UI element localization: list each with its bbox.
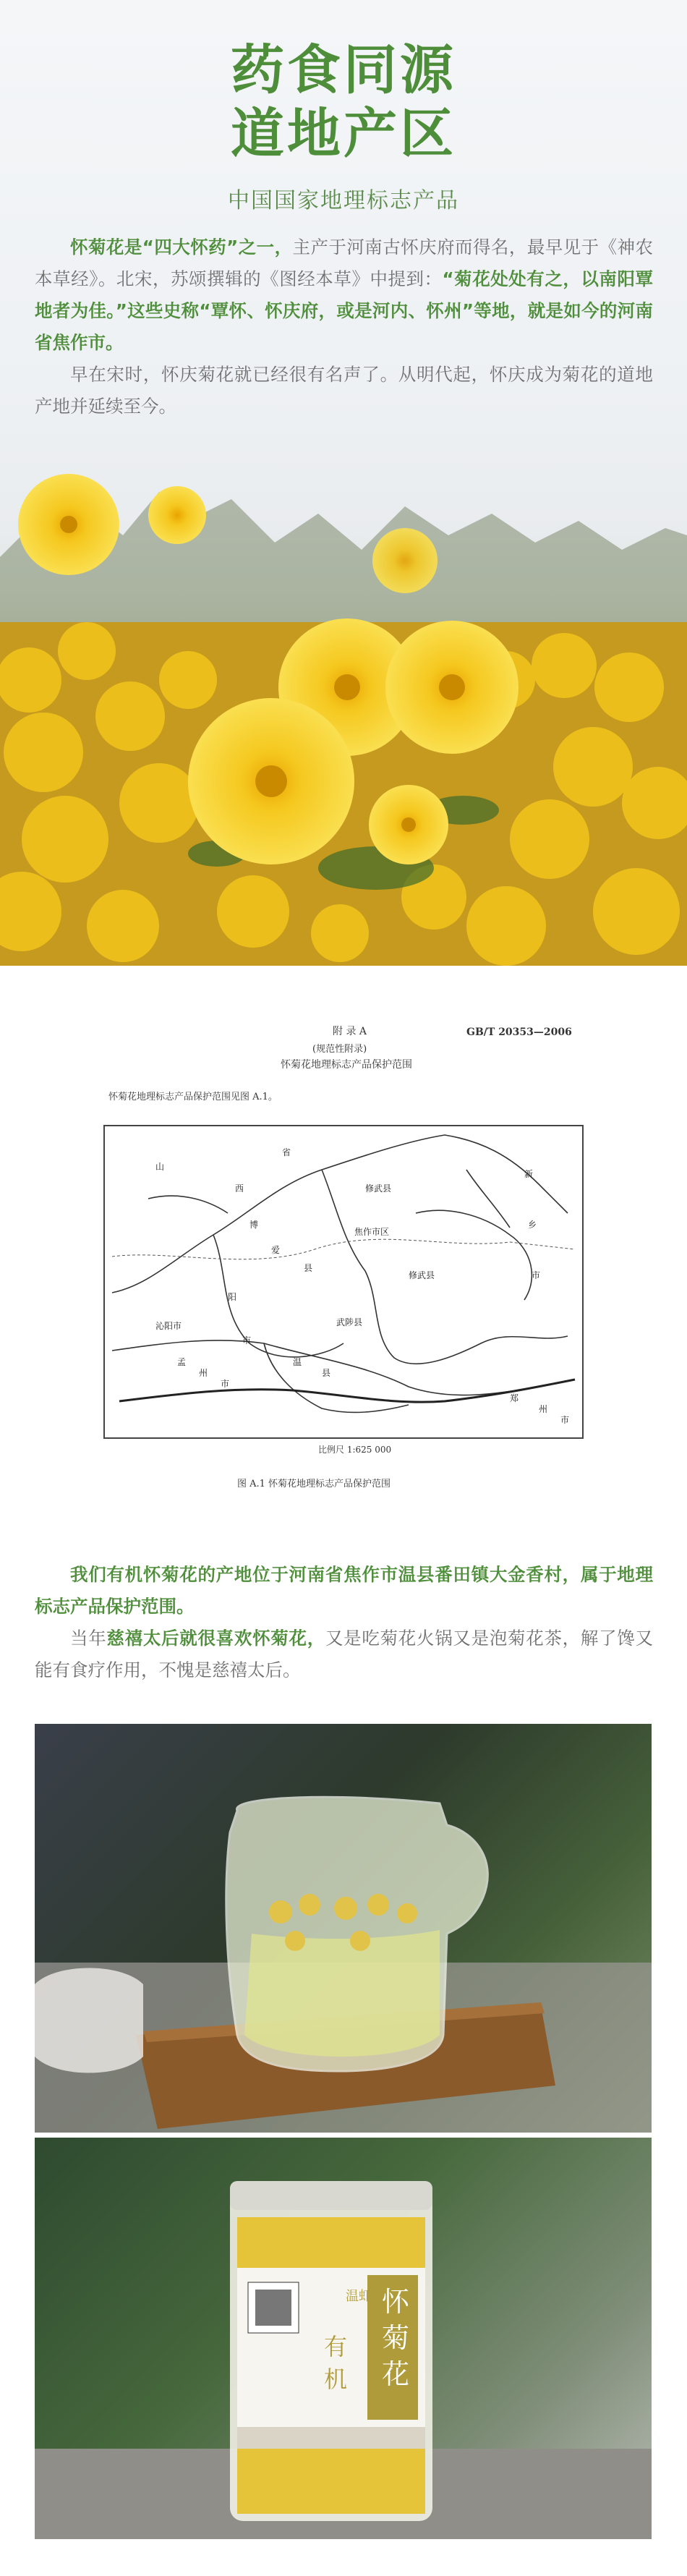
- body2-p1-seg-0: 我们有机怀菊花的产地位于河南省焦作市温县番田镇大金香村，属于地理标志产品保护范围。: [35, 1564, 653, 1617]
- chrysanthemum-jar-photo: [35, 2138, 652, 2539]
- map-label: 焦作市区: [354, 1227, 390, 1237]
- tea-jug-illustration: [35, 1724, 652, 2133]
- intro-p1-seg-2: “菊花处处有之，以南阳覃地者为佳。”这些史称“覃怀、怀庆府，或是河内、怀州”等地，就是如今的河南省焦作市。: [35, 268, 654, 353]
- body2-p2-seg-1: 慈禧太后就很喜欢怀菊花，: [106, 1628, 325, 1649]
- map-label: 博: [249, 1220, 259, 1230]
- intro-p1-seg-0: 怀菊花是“四大怀药”之一，: [70, 237, 293, 258]
- intro-paragraph-1: [35, 231, 653, 359]
- map-label: 修武县: [409, 1270, 435, 1280]
- hero-title-line2: 道地产区: [231, 103, 456, 165]
- hero-subtitle: 中国国家地理标志产品: [228, 188, 459, 213]
- map-label: 市: [242, 1335, 252, 1346]
- intro-text: [35, 231, 653, 422]
- protection-area-map: [103, 1125, 584, 1439]
- jar-label-name-3: 花: [382, 2358, 410, 2390]
- map-label: 县: [304, 1263, 313, 1273]
- map-label: 省: [282, 1147, 291, 1157]
- doc-intro-line: 怀菊花地理标志产品保护范围见图 A.1。: [108, 1092, 278, 1102]
- map-label: 市: [221, 1379, 230, 1389]
- jar-label-tag-1: 有: [324, 2333, 348, 2360]
- map-label: 孟: [177, 1357, 187, 1367]
- map-label: 温: [293, 1357, 302, 1367]
- map-label: 县: [322, 1368, 331, 1378]
- jar-label-tag-2: 机: [324, 2365, 348, 2393]
- chrysanthemum-tea-photo: [35, 1724, 652, 2133]
- body2-p2-seg-2: 又是吃菊花火锅又是泡菊花茶，解了馋又能有食疗作用，不愧是慈禧太后。: [35, 1628, 654, 1680]
- body2-p2-seg-0: 当年: [70, 1628, 107, 1649]
- origin-paragraph-2: [35, 1623, 653, 1686]
- standard-number: GB/T 20353—2006: [466, 1026, 572, 1038]
- hero-title-line1: 药食同源: [231, 39, 456, 101]
- jar-illustration: [35, 2138, 652, 2539]
- map-label: 阳: [228, 1292, 237, 1302]
- appendix-type: (规范性附录): [312, 1044, 367, 1055]
- appendix-label: 附 录 A: [333, 1026, 367, 1037]
- map-scale: 比例尺 1:625 000: [318, 1445, 392, 1455]
- intro-p1-seg-1: 主产于河南古怀庆府而得名，最早见于《神农本草经》。北宋，苏颂撰辑的《图经本草》中提到：: [35, 237, 654, 289]
- map-label: 市: [560, 1415, 570, 1425]
- map-label: 市: [532, 1270, 541, 1280]
- map-label: 州: [199, 1368, 208, 1378]
- intro-paragraph-2: 早在宋时，怀庆菊花就已经很有名声了。从明代起，怀庆成为菊花的道地产地并延续至今。: [35, 364, 653, 417]
- jar-label-name-1: 怀: [382, 2286, 410, 2318]
- hero-section: [0, 0, 687, 966]
- jar-label-name-2: 菊: [382, 2322, 410, 2354]
- jar-label-brand: 温虾: [346, 2289, 372, 2304]
- map-label: 郑: [510, 1393, 519, 1403]
- chrysanthemum-field-photo: [0, 463, 687, 966]
- map-label: 山: [155, 1162, 165, 1172]
- map-label: 乡: [528, 1220, 537, 1230]
- map-label: 修武县: [365, 1183, 392, 1194]
- map-caption: 图 A.1 怀菊花地理标志产品保护范围: [237, 1479, 391, 1489]
- map-label: 西: [235, 1183, 244, 1194]
- origin-paragraph-1: [35, 1559, 653, 1623]
- map-label: 爱: [271, 1245, 281, 1255]
- map-label: 沁阳市: [155, 1321, 182, 1331]
- map-label: 新: [524, 1169, 534, 1179]
- map-label: 武陟县: [336, 1317, 363, 1327]
- standard-document-scan: [0, 966, 687, 1544]
- appendix-title: 怀菊花地理标志产品保护范围: [281, 1059, 412, 1071]
- map-label: 州: [539, 1404, 548, 1414]
- origin-text: [35, 1559, 653, 1686]
